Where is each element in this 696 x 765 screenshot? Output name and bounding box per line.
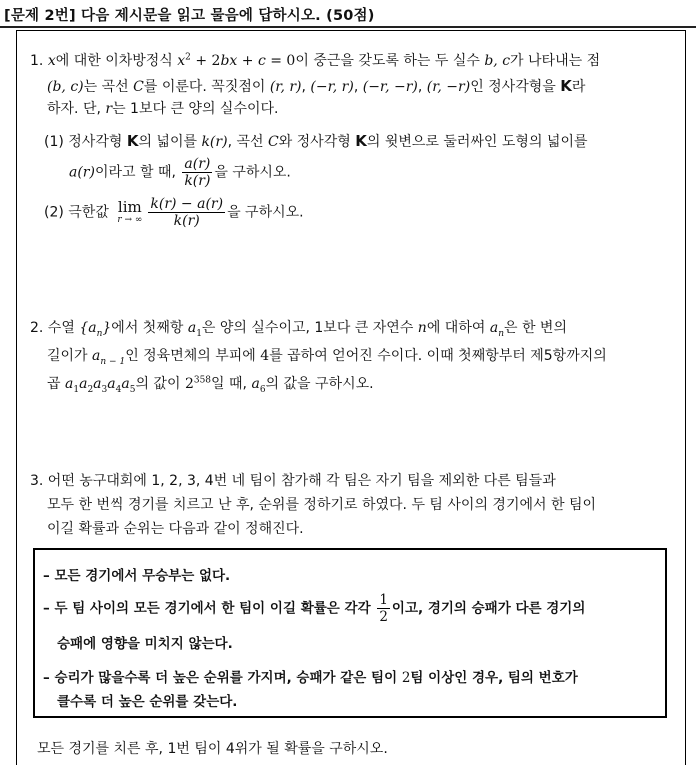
rule-1: – 모든 경기에서 무승부는 없다. <box>43 568 231 584</box>
fraction-a-over-k: $\frac{a(r)}{k(r)}$ <box>184 156 211 189</box>
p1-question-2: (2) 극한값 lim r → ∞ $\frac{k(r) - a(r)}{k(r)}$ 을 구하시오. <box>44 196 304 229</box>
p1-line-2: (b, c)는 곡선 C를 이룬다. 꼭짓점이 (r, r), (−r, r), (−r, −r), (r, −r)인 정사각형을 K라 <box>47 77 586 95</box>
problem-number: [문제 2번] <box>4 8 76 24</box>
p3-line-3: 이길 확률과 순위는 다음과 같이 정해진다. <box>47 521 304 537</box>
rule-3b: 클수록 더 높은 순위를 갖는다. <box>57 694 238 710</box>
p1-line-1: 1. x에 대한 이차방정식 $x^2 + 2bx + c = 0$이 중근을 갖도록 하는 두 실수 b, c가 나타내는 점 <box>30 52 601 69</box>
problem-header <box>4 4 375 25</box>
header-divider <box>0 26 696 28</box>
p1-question-1a: (1) 정사각형 K의 넓이를 k(r), 곡선 C와 정사각형 K의 윗변으로 둘러싸인 도형의 넓이를 <box>44 132 588 150</box>
p3-line-2: 모두 한 번씩 경기를 치르고 난 후, 순위를 정하기로 하였다. 두 팀 사이의 경기에서 한 팀이 <box>47 497 596 513</box>
fraction-one-half: $\frac{1}{2}$ <box>379 592 388 625</box>
rule-2a: – 두 팀 사이의 모든 경기에서 한 팀이 이길 확률은 각각 $\frac{1}{2}$ 이고, 경기의 승패가 다른 경기의 <box>43 592 586 625</box>
fraction-limit: $\frac{k(r) - a(r)}{k(r)}$ <box>150 196 224 229</box>
p2-line-1: 2. 수열 $\{a_n\}$에서 첫째항 $a_1$은 양의 실수이고, 1보다 큰 자연수 n에 대하여 $a_n$은 한 변의 <box>30 320 567 339</box>
p2-line-3: 곱 $a_1a_2a_3a_4a_5$의 값이 $2^{358}$일 때, $a_6$의 값을 구하시오. <box>47 375 374 395</box>
p2-line-2: 길이가 $a_{n - 1}$인 정육면체의 부피에 4를 곱하여 얻어진 수이다. 이때 첫째항부터 제5항까지의 <box>47 348 607 367</box>
problem-instruction: 다음 제시문을 읽고 물음에 답하시오. (50점) <box>75 8 375 24</box>
rules-box <box>33 548 667 718</box>
p3-line-1: 3. 어떤 농구대회에 1, 2, 3, 4번 네 팀이 참가해 각 팀은 자기 팀을 제외한 다른 팀들과 <box>30 473 556 489</box>
p1-line-3: 하자. 단, r는 1보다 큰 양의 실수이다. <box>47 101 279 117</box>
rule-3a: – 승리가 많을수록 더 높은 순위를 가지며, 승패가 같은 팀이 2팀 이상인 경우, 팀의 번호가 <box>43 670 578 686</box>
p3-question: 모든 경기를 치른 후, 1번 팀이 4위가 될 확률을 구하시오. <box>37 741 388 757</box>
limit-operator: lim r → ∞ <box>117 198 143 225</box>
p1-question-1b: a(r)이라고 할 때, $\frac{a(r)}{k(r)}$ 을 구하시오. <box>69 156 291 189</box>
rule-2b: 승패에 영향을 미치지 않는다. <box>57 636 233 652</box>
